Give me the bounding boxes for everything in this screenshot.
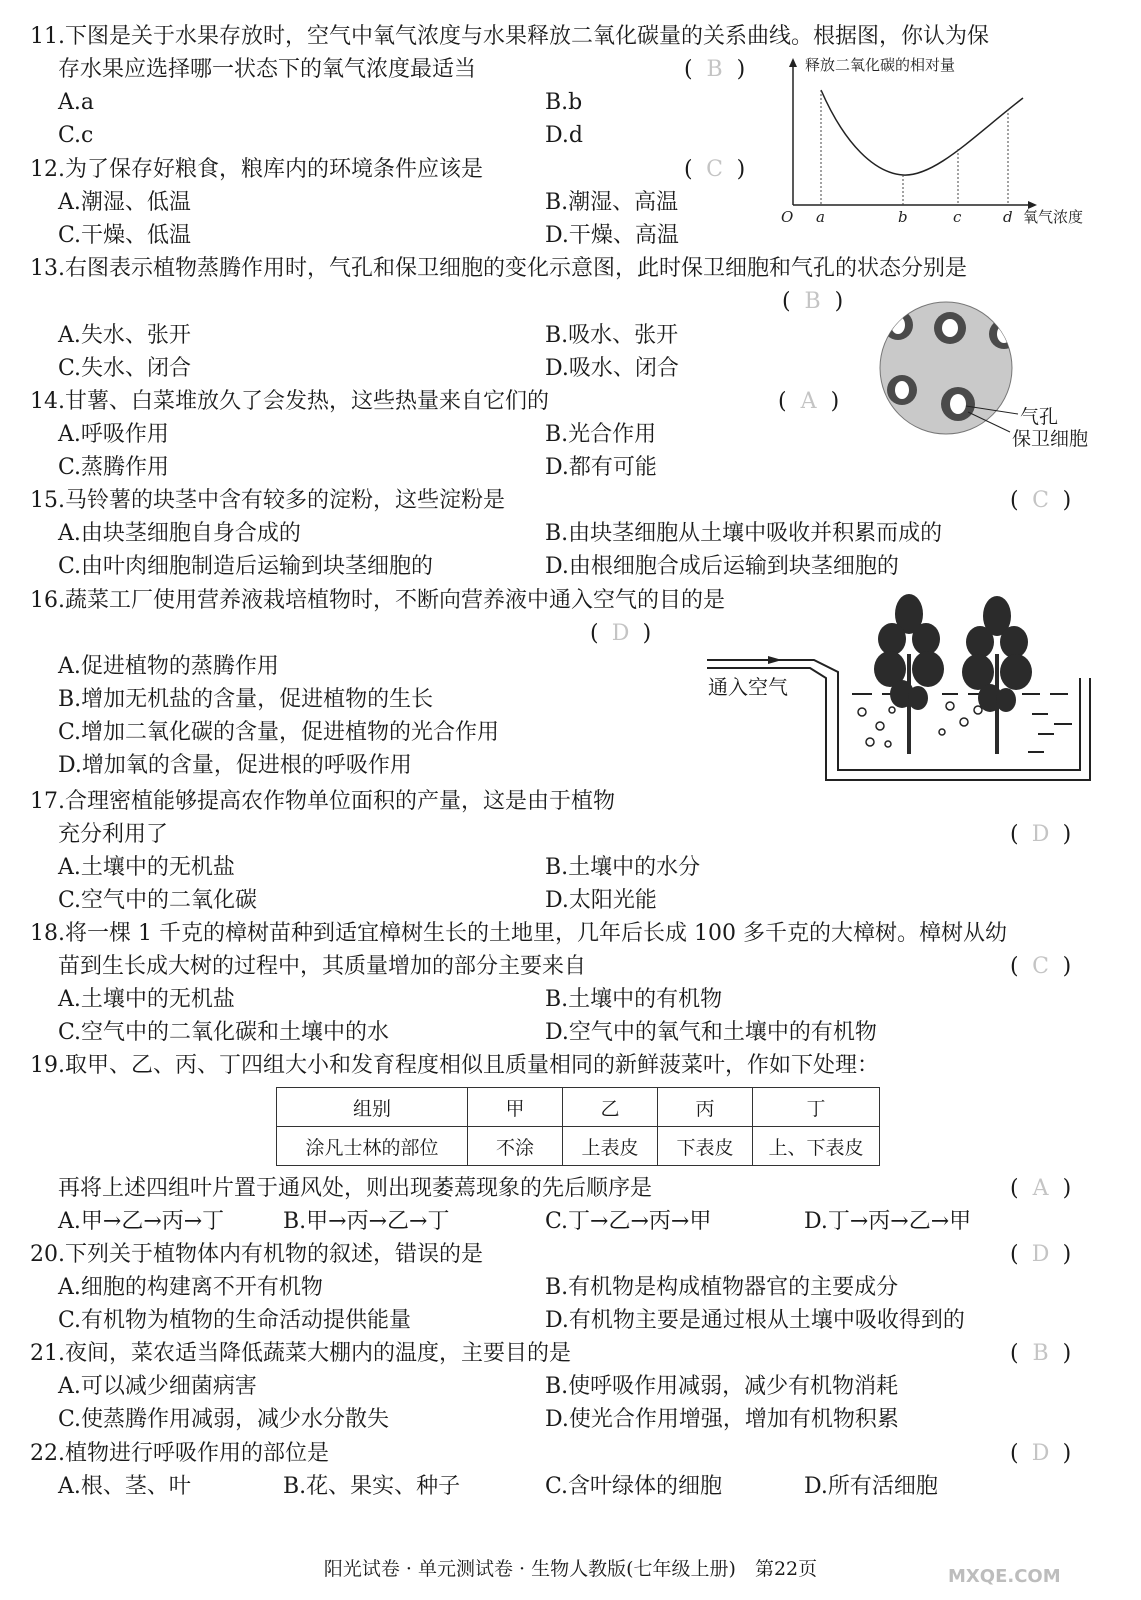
answer-value: B <box>804 289 821 314</box>
q22-stem: 22.植物进行呼吸作用的部位是 <box>30 1441 329 1466</box>
table-cell: 上表皮 <box>563 1127 658 1166</box>
q20-stem: 20.下列关于植物体内有机物的叙述，错误的是 <box>30 1242 483 1267</box>
q19-option-d: D.丁→丙→乙→甲 <box>804 1209 972 1234</box>
q17-option-d: D.太阳光能 <box>545 888 657 913</box>
q12-option-b: B.潮湿、高温 <box>545 190 679 215</box>
q16-option-a: A.促进植物的蒸腾作用 <box>58 654 279 679</box>
q12-stem: 12.为了保存好粮食，粮库内的环境条件应该是 <box>30 157 483 182</box>
q21-answer: ( B ) <box>1010 1339 1071 1369</box>
q20-answer: ( D ) <box>1010 1240 1071 1270</box>
table-cell: 上、下表皮 <box>753 1127 880 1166</box>
q17-option-a: A.土壤中的无机盐 <box>58 855 235 880</box>
q11-option-c: C.c <box>58 123 94 148</box>
air-arrow-icon <box>768 656 782 664</box>
q21-option-c: C.使蒸腾作用减弱，减少水分散失 <box>58 1407 390 1432</box>
tick-a: a <box>816 208 825 226</box>
q19-option-c: C.丁→乙→丙→甲 <box>545 1209 712 1234</box>
q19-treatment-table <box>276 1087 880 1166</box>
q14-option-d: D.都有可能 <box>545 455 657 480</box>
tick-d: d <box>1003 208 1013 226</box>
q21-option-a: A.可以减少细菌病害 <box>58 1374 257 1399</box>
q18-option-a: A.土壤中的无机盐 <box>58 987 235 1012</box>
answer-value: A <box>1032 1176 1049 1201</box>
y-axis-label: 释放二氧化碳的相对量 <box>805 56 956 74</box>
q15-option-b: B.由块茎细胞从土壤中吸收并积累而成的 <box>545 521 943 546</box>
answer-value: C <box>1032 954 1050 979</box>
q19-stem: 19.取甲、乙、丙、丁四组大小和发育程度相似且质量相同的新鲜菠菜叶，作如下处理： <box>30 1053 879 1078</box>
q13-stomata-figure <box>878 300 1103 440</box>
q20-option-d: D.有机物主要是通过根从土壤中吸收得到的 <box>545 1308 965 1333</box>
co2-curve <box>821 90 1023 175</box>
tick-c: c <box>953 208 962 226</box>
q17-answer: ( D ) <box>1010 820 1071 850</box>
table-cell: 乙 <box>563 1088 658 1127</box>
table-cell: 甲 <box>468 1088 563 1127</box>
table-cell: 组别 <box>277 1088 468 1127</box>
q16-stem: 16.蔬菜工厂使用营养液栽培植物时，不断向营养液中通入空气的目的是 <box>30 588 725 613</box>
stoma-icon <box>891 316 905 334</box>
q19-stem-line2: 再将上述四组叶片置于通风处，则出现萎蔫现象的先后顺序是 <box>58 1176 653 1201</box>
q16-answer: ( D ) <box>590 619 651 649</box>
q14-stem: 14.甘薯、白菜堆放久了会发热，这些热量来自它们的 <box>30 389 549 414</box>
q15-answer: ( C ) <box>1010 486 1071 516</box>
q13-option-d: D.吸水、闭合 <box>545 356 679 381</box>
q12-option-c: C.干燥、低温 <box>58 223 192 248</box>
q11-option-b: B.b <box>545 90 583 115</box>
answer-value: A <box>800 389 817 414</box>
table-cell: 下表皮 <box>658 1127 753 1166</box>
q16-option-b: B.增加无机盐的含量，促进植物的生长 <box>58 687 434 712</box>
q12-answer: ( C ) <box>684 155 745 185</box>
q14-option-b: B.光合作用 <box>545 422 657 447</box>
answer-value: B <box>706 57 723 82</box>
answer-value: C <box>1032 488 1050 513</box>
table-cell: 丁 <box>753 1088 880 1127</box>
x-axis-label: 氧气浓度 <box>1023 208 1084 226</box>
table-row <box>277 1088 880 1127</box>
q14-answer: ( A ) <box>778 387 839 417</box>
q13-option-b: B.吸水、张开 <box>545 323 679 348</box>
stoma-icon <box>942 319 958 337</box>
q13-stem: 13.右图表示植物蒸腾作用时，气孔和保卫细胞的变化示意图，此时保卫细胞和气孔的状态分别是 <box>30 256 967 281</box>
answer-value: D <box>1031 1441 1050 1466</box>
q14-option-c: C.蒸腾作用 <box>58 455 170 480</box>
q20-option-c: C.有机物为植物的生命活动提供能量 <box>58 1308 412 1333</box>
q18-option-d: D.空气中的氧气和土壤中的有机物 <box>545 1020 877 1045</box>
y-axis-arrow <box>789 58 797 67</box>
q22-option-b: B.花、果实、种子 <box>283 1474 461 1499</box>
q15-option-a: A.由块茎细胞自身合成的 <box>58 521 301 546</box>
table-row <box>277 1127 880 1166</box>
q19-answer: ( A ) <box>1010 1174 1071 1204</box>
q13-option-a: A.失水、张开 <box>58 323 191 348</box>
q21-option-d: D.使光合作用增强，增加有机物积累 <box>545 1407 899 1432</box>
q22-option-c: C.含叶绿体的细胞 <box>545 1474 723 1499</box>
q12-option-a: A.潮湿、低温 <box>58 190 191 215</box>
q21-stem: 21.夜间，菜农适当降低蔬菜大棚内的温度，主要目的是 <box>30 1341 571 1366</box>
q11-curve-figure <box>775 55 1105 235</box>
q15-stem: 15.马铃薯的块茎中含有较多的淀粉，这些淀粉是 <box>30 488 505 513</box>
tick-b: b <box>898 208 908 226</box>
q11-stem-line2: 存水果应选择哪一状态下的氧气浓度最适当 <box>58 57 477 82</box>
answer-value: C <box>706 157 724 182</box>
q18-answer: ( C ) <box>1010 952 1071 982</box>
answer-value: B <box>1032 1341 1049 1366</box>
q18-stem-line2: 苗到生长成大树的过程中，其质量增加的部分主要来自 <box>58 954 587 979</box>
origin-label: O <box>781 208 794 226</box>
q16-option-c: C.增加二氧化碳的含量，促进植物的光合作用 <box>58 720 500 745</box>
guard-cell-icon <box>989 319 1019 349</box>
watermark-text: MXQE.COM <box>948 1566 1061 1587</box>
table-cell: 涂凡士林的部位 <box>277 1127 468 1166</box>
table-cell: 丙 <box>658 1088 753 1127</box>
q13-option-c: C.失水、闭合 <box>58 356 192 381</box>
q20-option-b: B.有机物是构成植物器官的主要成分 <box>545 1275 899 1300</box>
answer-value: D <box>1031 1242 1050 1267</box>
q17-stem-line2: 充分利用了 <box>58 822 169 847</box>
q18-stem-line1: 18.将一棵 1 千克的樟树苗种到适宜樟树生长的土地里，几年后长成 100 多千克的大樟树。樟树从幼 <box>30 921 1007 946</box>
q13-answer: ( B ) <box>782 287 843 317</box>
q11-option-a: A.a <box>58 90 94 115</box>
plant-left-icon <box>874 594 944 754</box>
q12-option-d: D.干燥、高温 <box>545 223 679 248</box>
q17-option-b: B.土壤中的水分 <box>545 855 701 880</box>
air-inlet-label: 通入空气 <box>708 675 788 699</box>
q11-stem-line1: 11.下图是关于水果存放时，空气中氧气浓度与水果释放二氧化碳量的关系曲线。根据图，你认为保 <box>30 24 989 49</box>
q11-option-d: D.d <box>545 123 583 148</box>
stoma-icon <box>997 325 1011 343</box>
q17-stem-line1: 17.合理密植能够提高农作物单位面积的产量，这是由于植物 <box>30 789 615 814</box>
q19-option-a: A.甲→乙→丙→丁 <box>58 1209 225 1234</box>
stoma-label: 气孔 <box>1020 406 1059 428</box>
stoma-icon <box>950 394 966 414</box>
q15-option-d: D.由根细胞合成后运输到块茎细胞的 <box>545 554 899 579</box>
q22-option-a: A.根、茎、叶 <box>58 1474 191 1499</box>
plant-right-icon <box>962 596 1032 754</box>
q18-option-c: C.空气中的二氧化碳和土壤中的水 <box>58 1020 390 1045</box>
guard-cell-label: 保卫细胞 <box>1012 428 1089 450</box>
q21-option-b: B.使呼吸作用减弱，减少有机物消耗 <box>545 1374 899 1399</box>
q19-option-b: B.甲→丙→乙→丁 <box>283 1209 450 1234</box>
q14-option-a: A.呼吸作用 <box>58 422 169 447</box>
q20-option-a: A.细胞的构建离不开有机物 <box>58 1275 323 1300</box>
table-cell: 不涂 <box>468 1127 563 1166</box>
q11-answer: ( B ) <box>684 55 745 85</box>
answer-value: D <box>611 621 630 646</box>
q16-option-d: D.增加氧的含量，促进根的呼吸作用 <box>58 753 412 778</box>
q18-option-b: B.土壤中的有机物 <box>545 987 723 1012</box>
q17-option-c: C.空气中的二氧化碳 <box>58 888 258 913</box>
q15-option-c: C.由叶肉细胞制造后运输到块茎细胞的 <box>58 554 434 579</box>
q22-option-d: D.所有活细胞 <box>804 1474 938 1499</box>
page-footer: 阳光试卷 · 单元测试卷 · 生物人教版(七年级上册) 第22页 <box>323 1558 818 1580</box>
stoma-icon <box>895 381 909 399</box>
q22-answer: ( D ) <box>1010 1439 1071 1469</box>
answer-value: D <box>1031 822 1050 847</box>
